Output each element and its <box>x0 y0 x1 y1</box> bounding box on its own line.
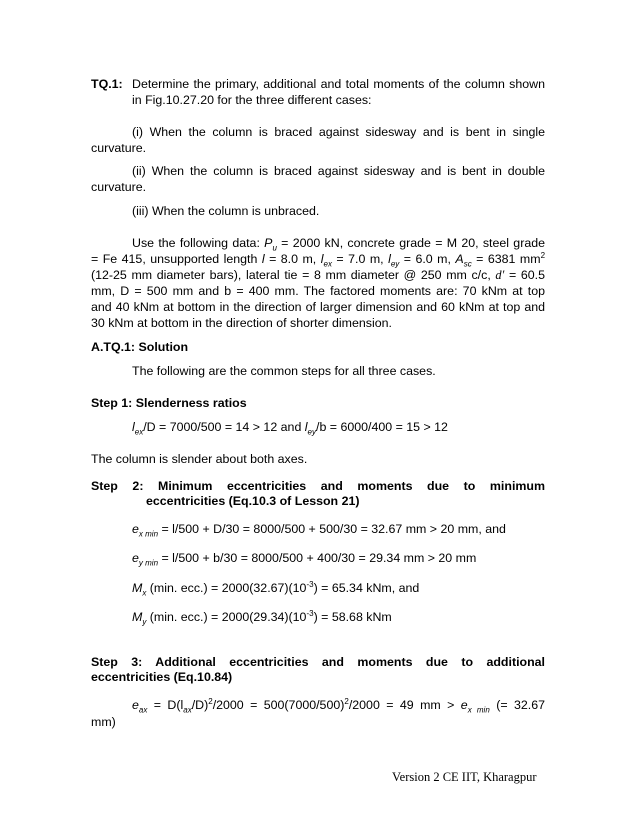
case-2-line2: curvature. <box>91 180 147 194</box>
step2-heading-line1: Step 2: Minimum eccentricities and moments due to minimum <box>91 479 545 493</box>
page-footer: Version 2 CE IIT, Kharagpur <box>392 770 537 784</box>
step3-eax-equation-cont: mm) <box>91 715 116 729</box>
data-line4: mm, D = 500 mm and b = 400 mm. The factored moments are: 70 kNm at top <box>91 284 545 298</box>
data-line5: and 40 kNm at bottom in the direction of larger dimension and 60 kNm at top and <box>91 300 545 314</box>
step1-result: The column is slender about both axes. <box>91 452 308 466</box>
step3-heading-line1: Step 3: Additional eccentricities and moments due to additional <box>91 655 545 669</box>
step3-eax-equation: $e_{ax} = D(l_{ax}/D)^2/2000 = 500(7000/500)^2/2000 = 49$ mm > $e_{x min}$ (= 32.67 <box>132 696 545 715</box>
step2-mx-equation: $M_x$ (min. $ecc.) = 2000(32.67)(10^{-3}) = 65.34$ kNm, and <box>132 579 420 598</box>
step1-heading: Step 1: Slenderness ratios <box>91 396 247 410</box>
question-label: TQ.1: <box>91 77 123 91</box>
case-3: (iii) When the column is unbraced. <box>132 204 320 218</box>
data-line2: = Fe 415, unsupported length l = 8.0 m, $l_{ex} = 7.0$ m, $l_{ey} = 6.0$ m, $A_{sc} = 6381$ $mm^2$ <box>91 250 546 269</box>
step3-heading-line2: eccentricities (Eq.10.84) <box>91 670 233 684</box>
step2-ey-equation: $e_{y min} = l/500 + b/30 = 8000/500 + 400/30 = 29.34$ mm > 20 mm <box>132 551 477 568</box>
step1-equation: $l_{ex}/D = 7000/500 = 14 > 12$ and $l_{ey}/b = 6000/400 = 15 > 12$ <box>132 420 448 437</box>
case-1-line2: curvature. <box>91 141 147 155</box>
step2-my-equation: $M_y$ (min. $ecc.) = 2000(29.34)(10^{-3}) = 58.68$ kNm <box>132 608 392 627</box>
step2-ex-equation: $e_{x min} = l/500 + D/30 = 8000/500 + 500/30 = 32.67$ mm > 20 mm, and <box>132 522 506 539</box>
data-line3: (12-25 mm diameter bars), lateral tie = 8 mm diameter @ 250 mm c/c, d′ = 60.5 <box>91 268 545 282</box>
data-line6: 30 kNm at bottom in the direction of shorter dimension. <box>91 316 392 330</box>
step2-heading-line2: eccentricities (Eq.10.3 of Lesson 21) <box>146 494 360 508</box>
question-text-line2: in Fig.10.27.20 for the three different cases: <box>132 93 372 107</box>
solution-heading: A.TQ.1: Solution <box>91 340 189 354</box>
case-1-line1: (i) When the column is braced against sidesway and is bent in single <box>132 125 545 139</box>
case-2-line1: (ii) When the column is braced against sidesway and is bent in double <box>132 164 545 178</box>
solution-intro: The following are the common steps for all three cases. <box>132 364 436 378</box>
data-line1: Use the following data: $P_u = 2000$ kN, concrete grade = M 20, steel grade <box>132 236 545 253</box>
question-text-line1: Determine the primary, additional and total moments of the column shown <box>132 77 545 91</box>
